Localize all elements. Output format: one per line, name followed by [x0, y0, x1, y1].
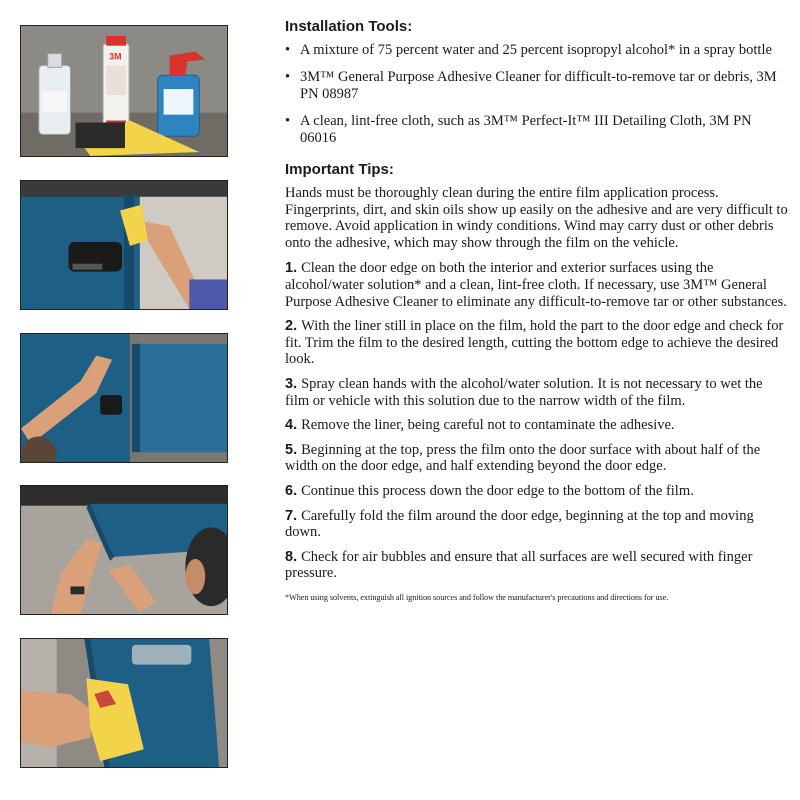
step-number: 8. [285, 548, 298, 565]
removing-liner-photo [20, 485, 228, 615]
bottle-label-3m: 3M [109, 51, 122, 62]
step-4: 4. Remove the liner, being careful not to contaminate the adhesive. [285, 417, 675, 434]
step-5: 5. Beginning at the top, press the film onto the door surface with about half of the width on the door edge, and half extending beyond the door edge. [285, 441, 761, 475]
cleaning-door-photo [20, 180, 228, 310]
step-6: 6. Continue this process down the door edge to the bottom of the film. [285, 482, 694, 499]
fitting-film-photo [20, 333, 228, 463]
step-1: 1. Clean the door edge on both the interior and exterior surfaces using the alcohol/water solution* and a clean, lint-free cloth. If necessary, use 3M™ General Purpose Adhesive Cleaner to eliminate any difficult-to-remove tar or other substances. [285, 260, 787, 310]
step-number: 1. [285, 260, 298, 277]
footnote: *When using solvents, extinguish all ignition sources and follow the manufacturer's precautions and directions for use. [285, 592, 669, 602]
step-number: 3. [285, 375, 298, 392]
tools-list [285, 42, 790, 147]
tools-photo [20, 25, 228, 157]
step-2: 2. With the liner still in place on the film, hold the part to the door edge and check for fit. Trim the film to the desired length, cutting the bottom edge to achieve the desired look. [285, 318, 784, 368]
folding-film-photo [20, 638, 228, 768]
list-item: • 3M™ General Purpose Adhesive Cleaner for difficult-to-remove tar or debris, 3M PN 08987 [285, 69, 777, 102]
bullet-icon: • [285, 42, 291, 58]
installation-tools-heading: Installation Tools: [285, 18, 413, 35]
step-number: 2. [285, 318, 298, 335]
list-item: • A clean, lint-free cloth, such as 3M™ Perfect-It™ III Detailing Cloth, 3M PN 06016 [285, 113, 752, 146]
step-number: 7. [285, 507, 298, 524]
important-tips-heading: Important Tips: [285, 161, 394, 178]
step-number: 5. [285, 441, 298, 458]
tips-intro: Hands must be thoroughly clean during the entire film application process. Fingerprints, dirt, and skin oils show up easily on the adhesive and are very difficult to remove. Avoid application in windy conditions. Wind may carry dust or other debris onto the adhesive, which may show through the film on the vehicle. [285, 185, 788, 251]
step-8: 8. Check for air bubbles and ensure that all surfaces are well secured with finger pressure. [285, 548, 753, 582]
bullet-icon: • [285, 113, 291, 129]
step-number: 6. [285, 482, 298, 499]
step-number: 4. [285, 417, 298, 434]
alcohol-bottle-icon [39, 54, 71, 135]
list-item: • A mixture of 75 percent water and 25 percent isopropyl alcohol* in a spray bottle [285, 42, 772, 58]
bullet-icon: • [285, 69, 291, 85]
instructions-column [285, 18, 790, 606]
step-3: 3. Spray clean hands with the alcohol/water solution. It is not necessary to wet the film or vehicle with this solution due to the narrow width of the film. [285, 375, 763, 409]
step-7: 7. Carefully fold the film around the door edge, beginning at the top and moving down. [285, 507, 754, 541]
